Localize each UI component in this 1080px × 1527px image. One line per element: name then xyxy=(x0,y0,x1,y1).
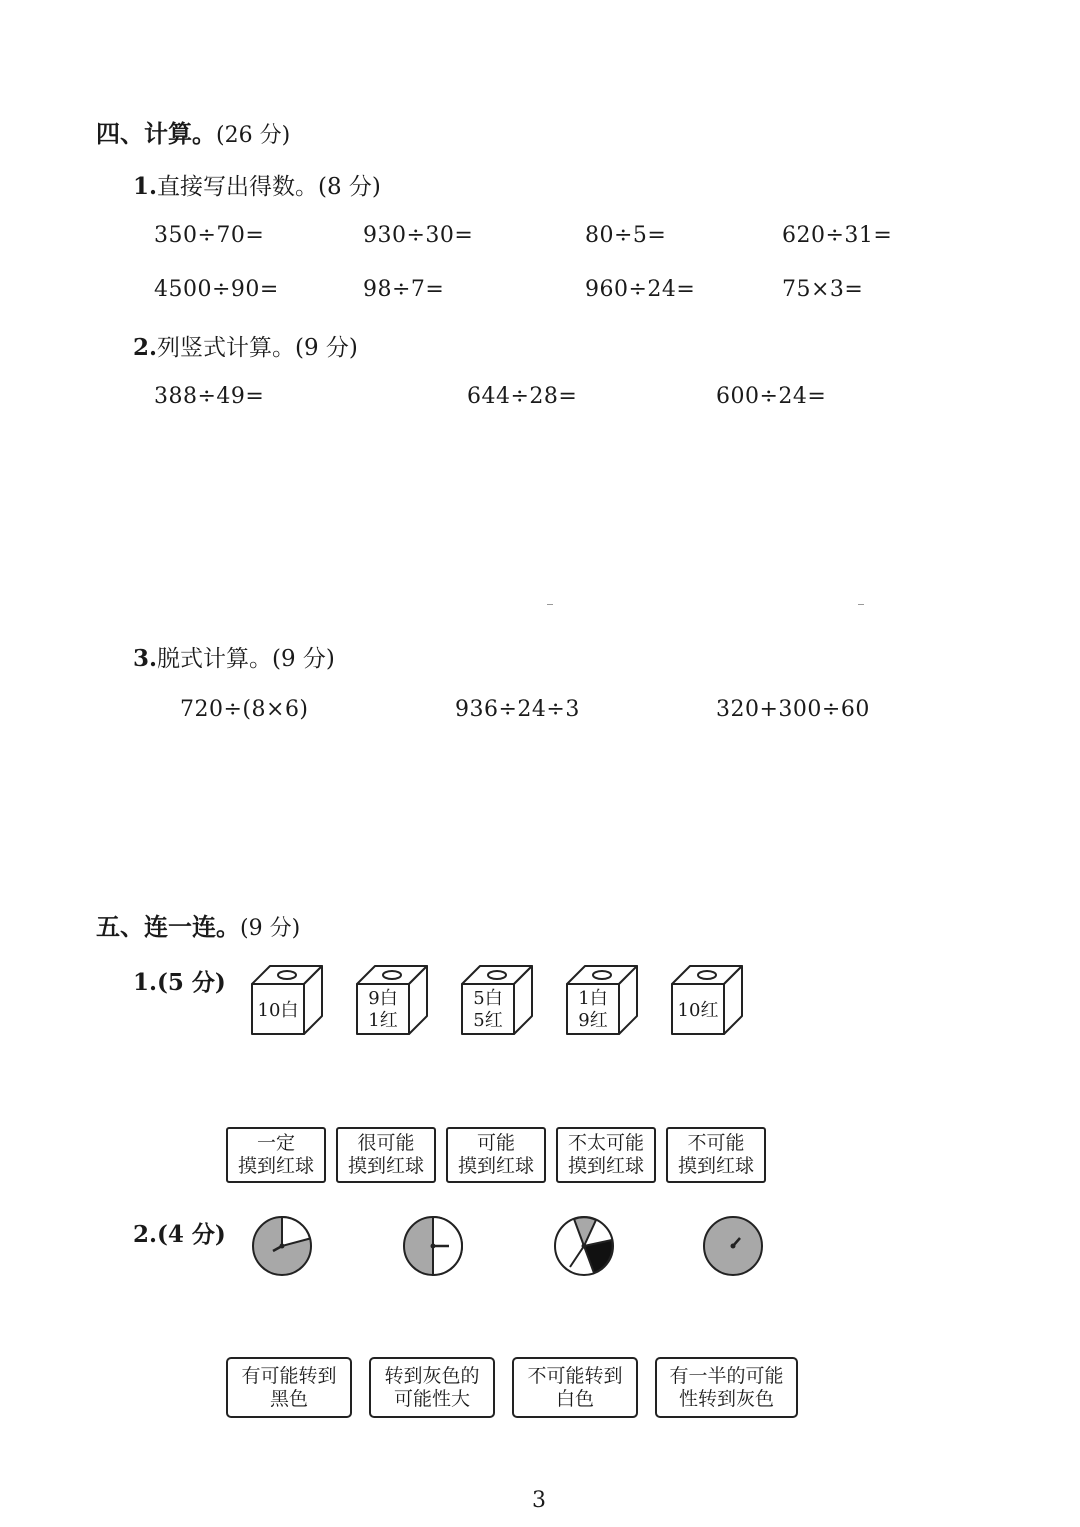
spinners xyxy=(250,1213,770,1281)
box-label: 5白 5红 xyxy=(473,988,503,1031)
stepwise-calc-item: 720÷(8×6) xyxy=(180,697,309,722)
likelihood-card[interactable]: 可能 摸到红球 xyxy=(446,1127,546,1183)
spinner-statement-card[interactable]: 有可能转到 黑色 xyxy=(226,1357,352,1418)
spinner-icon xyxy=(704,1217,762,1275)
likelihood-card[interactable]: 不可能 摸到红球 xyxy=(666,1127,766,1183)
page-number: 3 xyxy=(532,1488,546,1513)
scan-mark xyxy=(547,604,553,605)
spinner-icon xyxy=(253,1217,311,1275)
q1-title: 1.直接写出得数。(8 分) xyxy=(133,173,381,200)
spinner-statement-card[interactable]: 不可能转到 白色 xyxy=(512,1357,638,1418)
oral-calc-item: 80÷5= xyxy=(585,223,667,248)
box-label: 9白 1红 xyxy=(368,988,398,1031)
box-label: 10红 xyxy=(677,1000,719,1021)
likelihood-card[interactable]: 很可能 摸到红球 xyxy=(336,1127,436,1183)
oral-calc-item: 350÷70= xyxy=(154,223,265,248)
s5-q2-label: 2.(4 分) xyxy=(133,1221,226,1248)
q2-title: 2.列竖式计算。(9 分) xyxy=(133,334,358,361)
oral-calc-item: 4500÷90= xyxy=(154,277,279,302)
vertical-calc-item: 644÷28= xyxy=(467,384,578,409)
box-label: 1白 9红 xyxy=(578,988,608,1031)
spinner-statement-card[interactable]: 转到灰色的 可能性大 xyxy=(369,1357,495,1418)
spinner-icon xyxy=(404,1217,462,1275)
oral-calc-item: 960÷24= xyxy=(585,277,696,302)
section4-title: 四、计算。(26 分) xyxy=(96,119,291,148)
vertical-calc-item: 600÷24= xyxy=(716,384,827,409)
vertical-calc-item: 388÷49= xyxy=(154,384,265,409)
oral-calc-item: 620÷31= xyxy=(782,223,893,248)
oral-calc-item: 75×3= xyxy=(782,277,864,302)
stepwise-calc-item: 936÷24÷3 xyxy=(455,697,580,722)
spinner-icon xyxy=(555,1217,613,1275)
section5-title: 五、连一连。(9 分) xyxy=(96,912,301,941)
likelihood-card[interactable]: 一定 摸到红球 xyxy=(226,1127,326,1183)
spinner-statement-card[interactable]: 有一半的可能 性转到灰色 xyxy=(655,1357,798,1418)
q3-title: 3.脱式计算。(9 分) xyxy=(133,645,335,672)
likelihood-card[interactable]: 不太可能 摸到红球 xyxy=(556,1127,656,1183)
oral-calc-item: 98÷7= xyxy=(363,277,445,302)
stepwise-calc-item: 320+300÷60 xyxy=(716,697,870,722)
s5-q1-label: 1.(5 分) xyxy=(133,969,226,996)
scan-mark xyxy=(858,604,864,605)
box-label: 10白 xyxy=(257,1000,299,1021)
oral-calc-item: 930÷30= xyxy=(363,223,474,248)
